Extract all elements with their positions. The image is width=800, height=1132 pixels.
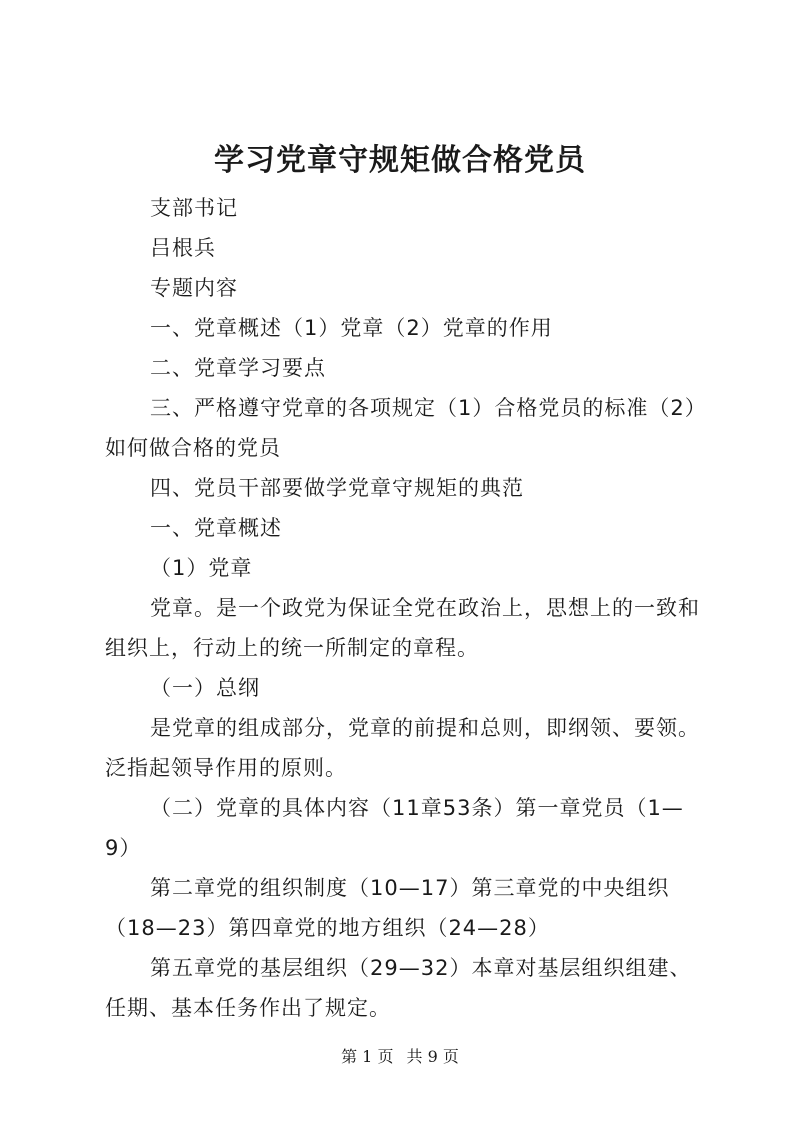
paragraph: （一）总纲: [150, 676, 260, 700]
paragraph: 第二章党的组织制度（10—17）第三章党的中央组织（18—23）第四章党的地方组织（24—28）: [105, 876, 670, 940]
paragraph: 支部书记: [150, 196, 238, 220]
page-footer: [0, 1046, 800, 1068]
paragraph: （二）党章的具体内容（11章53条）第一章党员（1—9）: [105, 796, 684, 860]
paragraph: 专题内容: [150, 276, 238, 300]
paragraph: 一、党章概述（1）党章（2）党章的作用: [150, 316, 553, 340]
page-number: 第 1 页: [341, 1047, 394, 1066]
paragraph: 一、党章概述: [150, 516, 282, 540]
page-total: 共 9 页: [406, 1047, 459, 1066]
paragraph: （1）党章: [150, 556, 253, 580]
paragraph: 三、严格遵守党章的各项规定（1）合格党员的标准（2）如何做合格的党员: [105, 396, 697, 460]
paragraph: 党章。是一个政党为保证全党在政治上，思想上的一致和组织上，行动上的统一所制定的章程。: [105, 596, 700, 660]
paragraph: 四、党员干部要做学党章守规矩的典范: [150, 476, 524, 500]
paragraph: 第五章党的基层组织（29—32）本章对基层组织组建、任期、基本任务作出了规定。: [105, 956, 692, 1020]
document-title: 学习党章守规矩做合格党员: [214, 143, 586, 178]
paragraph: 吕根兵: [150, 236, 216, 260]
document-body: [105, 188, 701, 1028]
paragraph: 二、党章学习要点: [150, 356, 326, 380]
paragraph: 是党章的组成部分，党章的前提和总则，即纲领、要领。泛指起领导作用的原则。: [105, 716, 700, 780]
